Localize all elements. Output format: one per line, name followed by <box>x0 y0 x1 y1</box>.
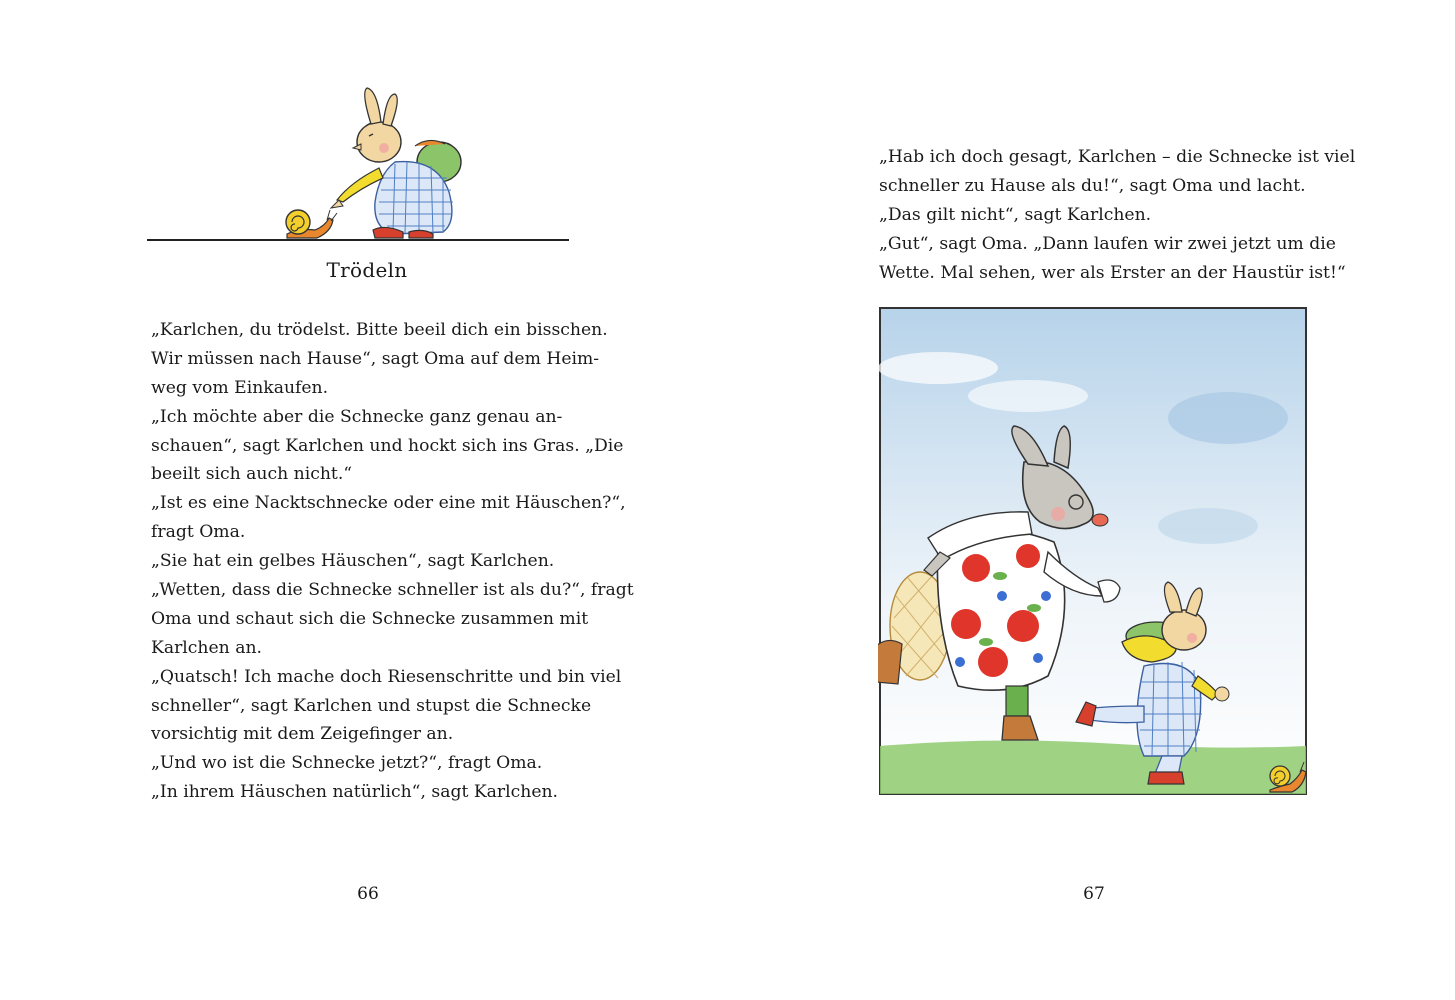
right-page <box>728 0 1455 1000</box>
left-page <box>0 0 727 1000</box>
grass <box>880 740 1306 794</box>
karlchen-snail-illustration <box>147 82 569 246</box>
text-line: Oma und schaut sich die Schnecke zusammen mit <box>151 608 589 629</box>
text-line: schneller“, sagt Karlchen und stupst die Schnecke <box>151 695 592 716</box>
cloud-shape <box>1158 508 1258 544</box>
text-line: „Karlchen, du trödelst. Bitte beeil dich ein bisschen. <box>151 320 608 340</box>
text-line: Wette. Mal sehen, wer als Erster an der Haustür ist!“ <box>879 262 1346 283</box>
text-line: „Hab ich doch gesagt, Karlchen – die Schnecke ist viel <box>879 147 1356 167</box>
text-line: schauen“, sagt Karlchen und hockt sich ins Gras. „Die <box>151 435 624 456</box>
text-line: weg vom Einkaufen. <box>151 377 329 398</box>
text-line: beeilt sich auch nicht.“ <box>151 464 353 485</box>
race-illustration <box>878 306 1310 796</box>
text-line: Wir müssen nach Hause“, sagt Oma auf dem Heim- <box>151 348 600 369</box>
text-line: „Sie hat ein gelbes Häuschen“, sagt Karlchen. <box>151 551 555 572</box>
chapter-title: Trödeln <box>326 258 408 282</box>
snail-icon <box>286 210 337 238</box>
text-line: „Und wo ist die Schnecke jetzt?“, fragt Oma. <box>151 753 543 774</box>
text-line: „Quatsch! Ich mache doch Riesenschritte und bin viel <box>151 666 622 687</box>
text-line: Karlchen an. <box>151 637 262 658</box>
text-line: „In ihrem Häuschen natürlich“, sagt Karlchen. <box>151 782 559 803</box>
text-line: „Ich möchte aber die Schnecke ganz genau an- <box>151 406 563 427</box>
cloud-shape <box>878 352 998 384</box>
text-line: vorsichtig mit dem Zeigefinger an. <box>151 724 454 745</box>
text-line: schneller zu Hause als du!“, sagt Oma und lacht. <box>879 175 1306 196</box>
text-line: „Ist es eine Nacktschnecke oder eine mit Häuschen?“, <box>151 493 626 514</box>
cloud-shape <box>968 380 1088 412</box>
karlchen-bunny-icon <box>331 88 461 238</box>
left-story-text <box>151 316 634 807</box>
right-story-text <box>879 143 1355 287</box>
text-line: „Wetten, dass die Schnecke schneller ist als du?“, fragt <box>151 580 634 601</box>
text-line: „Gut“, sagt Oma. „Dann laufen wir zwei jetzt um die <box>879 233 1336 254</box>
page-number: 66 <box>357 884 379 904</box>
text-line: „Das gilt nicht“, sagt Karlchen. <box>879 204 1152 225</box>
page-number: 67 <box>1083 884 1105 904</box>
text-line: fragt Oma. <box>151 522 246 543</box>
cloud-shape <box>1168 392 1288 444</box>
